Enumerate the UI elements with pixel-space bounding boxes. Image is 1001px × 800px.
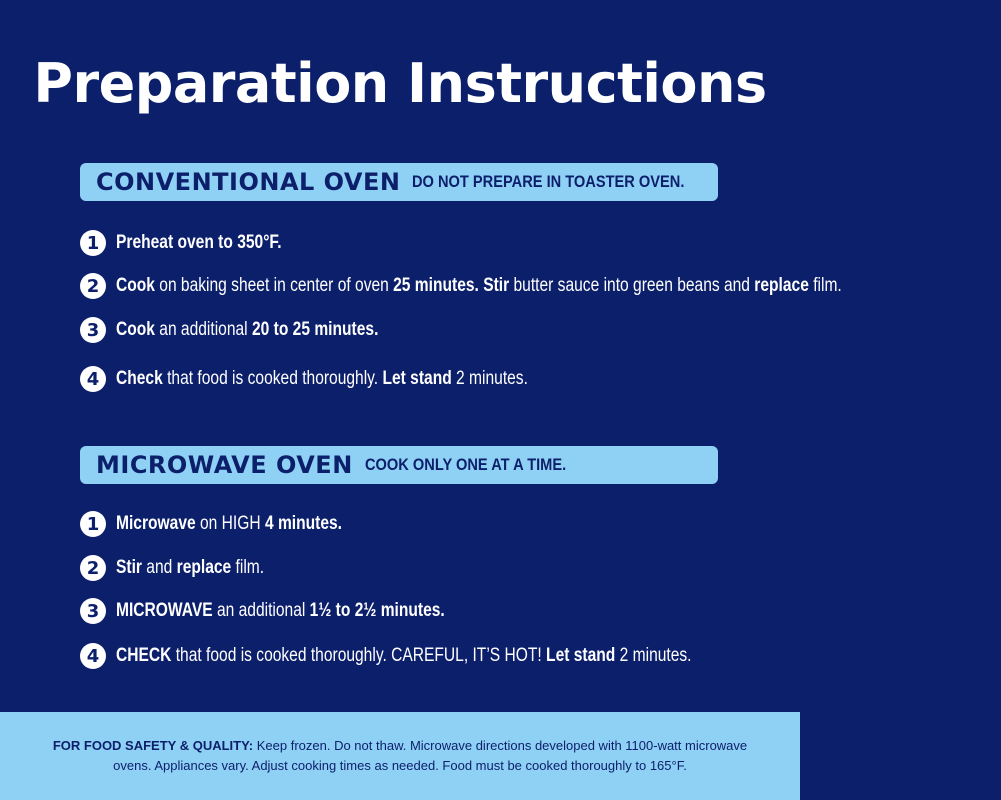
step-number-icon: 3	[80, 317, 106, 343]
step-text: Stir and replace film.	[116, 557, 265, 578]
conventional-step-1	[80, 230, 318, 256]
step-number-icon: 4	[80, 366, 106, 392]
step-text: Preheat oven to 350°F.	[116, 232, 282, 253]
food-safety-text	[40, 736, 760, 776]
step-text: MICROWAVE an additional 1½ to 2½ minutes.	[116, 600, 445, 621]
page-title: Preparation Instructions	[33, 52, 767, 115]
conventional-step-3	[80, 317, 436, 343]
microwave-step-2	[80, 555, 297, 581]
microwave-oven-header	[80, 446, 718, 484]
food-safety-label: FOR FOOD SAFETY & QUALITY:	[52, 738, 254, 753]
conventional-oven-header	[80, 163, 718, 201]
conventional-oven-note: DO NOT PREPARE IN TOASTER OVEN.	[412, 172, 685, 191]
step-number-icon: 2	[80, 555, 106, 581]
step-text: Check that food is cooked thoroughly. Let stand 2 minutes.	[116, 368, 528, 389]
step-number-icon: 2	[80, 273, 106, 299]
microwave-step-1	[80, 511, 392, 537]
step-text: Cook an additional 20 to 25 minutes.	[116, 319, 379, 340]
step-text: Microwave on HIGH 4 minutes.	[116, 513, 343, 534]
conventional-step-2	[80, 273, 1001, 299]
conventional-step-4	[80, 366, 618, 392]
microwave-step-3	[80, 598, 517, 624]
microwave-oven-note: COOK ONLY ONE AT A TIME.	[364, 455, 566, 474]
step-text: CHECK that food is cooked thoroughly. CAREFUL, IT’S HOT! Let stand 2 minutes.	[116, 645, 692, 666]
step-text: Cook on baking sheet in center of oven 25 minutes. Stir butter sauce into green beans and replace film.	[116, 275, 842, 296]
step-number-icon: 3	[80, 598, 106, 624]
food-safety-body: Keep frozen. Do not thaw. Microwave directions developed with 1100-watt microwave ovens. Appliances vary. Adjust cooking times as needed. Food must be cooked thoroughly to 165°F.	[113, 738, 748, 773]
microwave-oven-heading: MICROWAVE OVEN	[96, 451, 353, 479]
step-number-icon: 1	[80, 230, 106, 256]
step-number-icon: 1	[80, 511, 106, 537]
step-number-icon: 4	[80, 643, 106, 669]
microwave-step-4	[80, 643, 818, 669]
conventional-oven-heading: CONVENTIONAL OVEN	[96, 168, 401, 196]
food-safety-footer	[0, 712, 800, 800]
